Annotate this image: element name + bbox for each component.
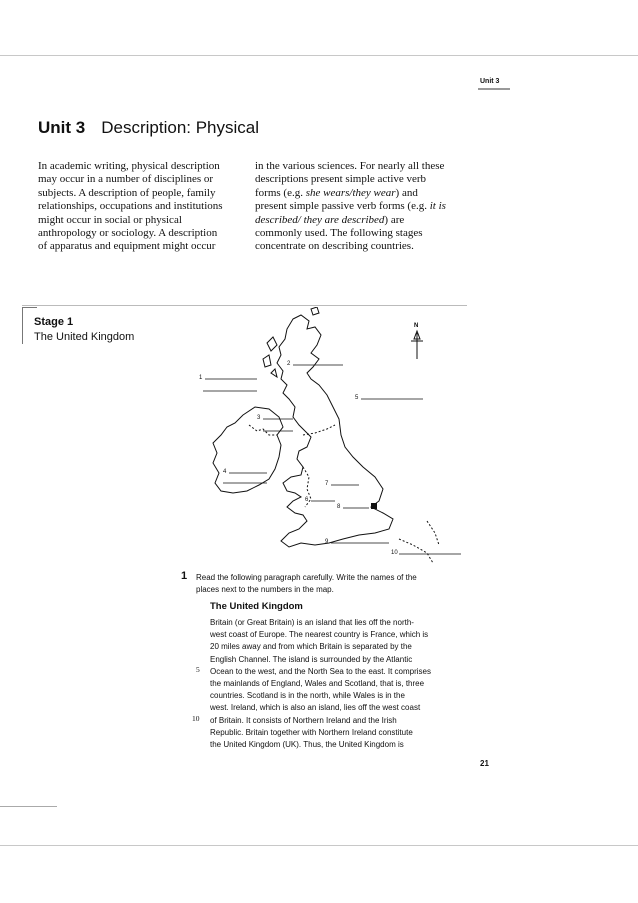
intro-line: might occur in social or physical — [38, 213, 182, 226]
hebrides — [263, 337, 277, 377]
map-number-7: 7 — [325, 481, 329, 487]
paragraph-line: Britain (or Great Britain) is an island that lies off the north- — [210, 618, 414, 627]
page-number: 21 — [480, 759, 489, 768]
unit-label: Unit 3 — [38, 118, 86, 137]
paragraph-title: The United Kingdom — [210, 601, 303, 612]
intro-line: may occur in a number of disciplines or — [38, 173, 214, 186]
uk-map — [183, 307, 467, 565]
compass-label: N — [414, 323, 419, 329]
france-coast — [399, 539, 433, 563]
line-marker-5: 5 — [196, 665, 200, 674]
question-line: Read the following paragraph carefully. Write the names of the — [196, 573, 417, 582]
intro-line: concentrate on describing countries. — [255, 240, 414, 253]
map-number-1: 1 — [199, 375, 203, 381]
compass-icon — [411, 323, 423, 359]
question-line: places next to the numbers in the map. — [196, 585, 334, 594]
paragraph-line: Ocean to the west, and the North Sea to the east. It comprises — [210, 666, 432, 676]
intro-line: relationships, occupations and institutions — [38, 200, 223, 213]
question-number: 1 — [181, 570, 188, 582]
intro-column-right — [255, 160, 470, 254]
intro-line: commonly used. The following stages — [255, 227, 423, 240]
line-marker-10: 10 — [192, 714, 200, 723]
orkney — [311, 307, 319, 315]
ireland-outline — [213, 407, 283, 493]
intro-line: of apparatus and equipment might occur — [38, 240, 216, 253]
bottom-rule — [0, 845, 638, 846]
intro-line: descriptions present simple active verb — [255, 173, 427, 186]
stage-label: Stage 1 — [34, 316, 74, 328]
stage-subtitle: The United Kingdom — [34, 331, 135, 343]
intro-column-left — [38, 160, 248, 254]
continent-coast — [427, 521, 439, 545]
paragraph-line: west coast of Europe. The nearest country is France, which is — [210, 630, 429, 640]
intro-line: subjects. A description of people, family — [38, 186, 216, 199]
map-number-4: 4 — [223, 469, 227, 475]
paragraph-line: 20 miles away and from which Britain is separated by the — [210, 642, 412, 652]
ni-border — [249, 425, 277, 435]
question-text — [196, 572, 466, 596]
intro-line: forms (e.g. she wears/they wear) and — [255, 186, 418, 199]
running-header-underline — [478, 88, 510, 90]
unit-topic: Description: Physical — [101, 118, 260, 137]
great-britain-outline — [277, 315, 393, 547]
paragraph-line: Republic. Britain together with Northern Ireland constitute — [210, 727, 413, 737]
paragraph-line: countries. Scotland is in the north, while Wales is in the — [210, 691, 405, 701]
stage-divider — [22, 305, 467, 306]
map-number-8: 8 — [337, 504, 341, 510]
intro-line: present simple passive verb forms (e.g. it is — [255, 200, 446, 213]
map-number-2: 2 — [287, 361, 291, 367]
map-number-6: 6 — [305, 497, 309, 503]
paragraph-line: English Channel. The island is surrounded by the Atlantic — [210, 654, 413, 664]
map-number-5: 5 — [355, 395, 359, 401]
paragraph-line: of Britain. It consists of Northern Ireland and the Irish — [210, 715, 397, 725]
map-number-10: 10 — [391, 550, 398, 556]
map-number-3: 3 — [257, 415, 261, 421]
intro-line: in the various sciences. For nearly all these — [255, 160, 445, 172]
intro-line: anthropology or sociology. A description — [38, 227, 218, 240]
paragraph-line: the mainlands of England, Wales and Scotland, that is, three — [210, 679, 425, 689]
london-marker — [371, 503, 377, 509]
footer-rule — [0, 806, 57, 807]
map-number-9: 9 — [325, 539, 329, 545]
paragraph-line: west. Ireland, which is also an island, lies off the west coast — [210, 703, 421, 713]
intro-line: described/ they are described) are — [255, 213, 405, 226]
reading-paragraph — [210, 617, 470, 751]
running-header: Unit 3 — [480, 78, 500, 85]
paragraph-line: the United Kingdom (UK). Thus, the United Kingdom is — [210, 740, 404, 750]
page-title — [38, 118, 259, 138]
intro-line: In academic writing, physical description — [38, 160, 220, 172]
top-rule — [0, 55, 638, 56]
